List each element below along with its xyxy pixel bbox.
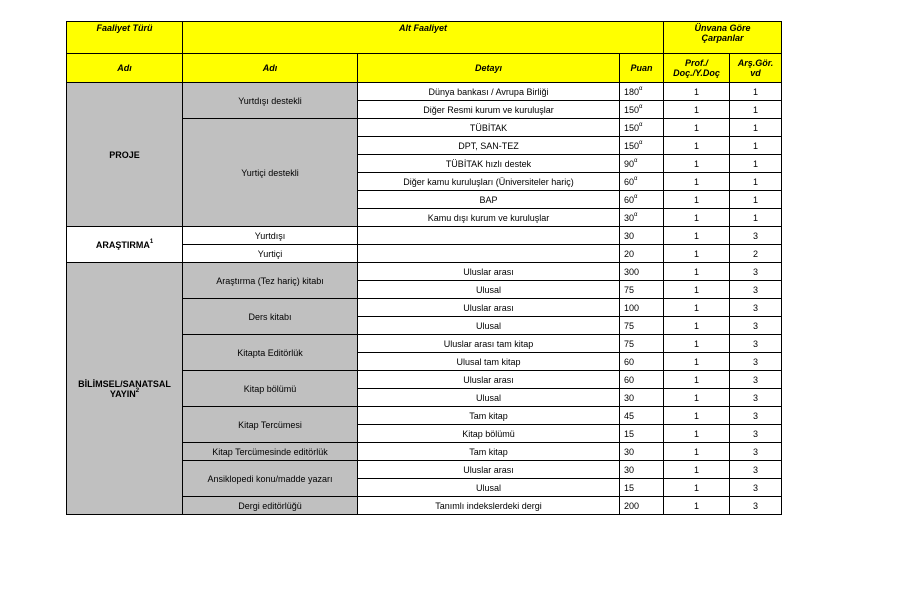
puan-value: 75 <box>624 320 635 331</box>
puan-value: 150 <box>624 140 640 151</box>
ars-multiplier-cell: 3 <box>730 407 782 425</box>
ars-multiplier-cell: 1 <box>730 191 782 209</box>
prof-multiplier-cell: 1 <box>664 245 730 263</box>
puan-value: 100 <box>624 302 640 313</box>
puan-cell <box>620 317 664 335</box>
ars-multiplier-cell: 1 <box>730 173 782 191</box>
alt-adi-cell: Yurtiçi <box>183 245 358 263</box>
puan-cell <box>620 299 664 317</box>
ars-multiplier-cell: 3 <box>730 281 782 299</box>
header-row-2 <box>67 54 782 83</box>
alpha-mark: α <box>639 121 643 128</box>
header-row-1 <box>67 22 782 54</box>
alt-adi-cell: Yurtdışı <box>183 227 358 245</box>
ars-multiplier-cell: 3 <box>730 371 782 389</box>
yayin-row <box>67 263 782 281</box>
puan-value: 150 <box>624 122 640 133</box>
prof-multiplier-cell: 1 <box>664 299 730 317</box>
puan-value: 75 <box>624 284 635 295</box>
header-unvan-carpan <box>664 22 782 54</box>
prof-multiplier-cell: 1 <box>664 119 730 137</box>
puan-value: 15 <box>624 482 635 493</box>
header-ars-line2: vd <box>750 68 761 78</box>
alpha-mark: α <box>634 193 638 200</box>
detay-cell <box>358 245 620 263</box>
detay-cell: Ulusal tam kitap <box>358 353 620 371</box>
puan-value: 75 <box>624 338 635 349</box>
prof-multiplier-cell: 1 <box>664 461 730 479</box>
puan-cell <box>620 173 664 191</box>
detay-cell: Dünya bankası / Avrupa Birliği <box>358 83 620 101</box>
ars-multiplier-cell: 3 <box>730 461 782 479</box>
header-unvan-line1: Ünvana Göre <box>694 23 751 33</box>
alpha-mark: α <box>634 175 638 182</box>
detay-cell: Tanımlı indekslerdeki dergi <box>358 497 620 515</box>
puan-value: 90 <box>624 158 635 169</box>
header-ars <box>730 54 782 83</box>
prof-multiplier-cell: 1 <box>664 335 730 353</box>
detay-cell: TÜBİTAK hızlı destek <box>358 155 620 173</box>
prof-multiplier-cell: 1 <box>664 443 730 461</box>
detay-cell: Diğer Resmi kurum ve kuruluşlar <box>358 101 620 119</box>
category-yayin-line1: BİLİMSEL/SANATSAL <box>78 378 171 389</box>
puan-cell <box>620 281 664 299</box>
detay-cell: Ulusal <box>358 479 620 497</box>
prof-multiplier-cell: 1 <box>664 497 730 515</box>
puan-cell <box>620 155 664 173</box>
puan-cell <box>620 227 664 245</box>
header-prof <box>664 54 730 83</box>
puan-value: 15 <box>624 428 635 439</box>
prof-multiplier-cell: 1 <box>664 425 730 443</box>
puan-cell <box>620 263 664 281</box>
puan-value: 30 <box>624 230 635 241</box>
puan-cell <box>620 425 664 443</box>
header-alt-faaliyet: Alt Faaliyet <box>183 22 664 54</box>
puan-cell <box>620 191 664 209</box>
ars-multiplier-cell: 3 <box>730 299 782 317</box>
prof-multiplier-cell: 1 <box>664 317 730 335</box>
puan-value: 30 <box>624 212 635 223</box>
puan-cell <box>620 353 664 371</box>
detay-cell: Uluslar arası <box>358 371 620 389</box>
prof-multiplier-cell: 1 <box>664 389 730 407</box>
ars-multiplier-cell: 1 <box>730 155 782 173</box>
subcategory-cell: Ansiklopedi konu/madde yazarı <box>183 461 358 497</box>
detay-cell: Uluslar arası <box>358 299 620 317</box>
ars-multiplier-cell: 3 <box>730 227 782 245</box>
ars-multiplier-cell: 1 <box>730 137 782 155</box>
detay-cell: TÜBİTAK <box>358 119 620 137</box>
prof-multiplier-cell: 1 <box>664 479 730 497</box>
puan-value: 60 <box>624 176 635 187</box>
category-proje: PROJE <box>67 83 183 227</box>
puan-cell <box>620 137 664 155</box>
detay-cell: Tam kitap <box>358 407 620 425</box>
category-yayin-line2 <box>69 389 180 399</box>
detay-cell: Kamu dışı kurum ve kuruluşlar <box>358 209 620 227</box>
puan-value: 20 <box>624 248 635 259</box>
puan-value: 30 <box>624 464 635 475</box>
alpha-mark: α <box>634 157 638 164</box>
alpha-mark: α <box>639 103 643 110</box>
detay-cell: Diğer kamu kuruluşları (Üniversiteler hariç) <box>358 173 620 191</box>
prof-multiplier-cell: 1 <box>664 407 730 425</box>
detay-cell: Uluslar arası <box>358 263 620 281</box>
header-adi: Adı <box>67 54 183 83</box>
prof-multiplier-cell: 1 <box>664 101 730 119</box>
subcategory-cell: Kitap Tercümesi <box>183 407 358 443</box>
detay-cell: Ulusal <box>358 281 620 299</box>
footnote-marker: 1 <box>149 238 154 245</box>
ars-multiplier-cell: 1 <box>730 209 782 227</box>
subcategory-cell: Kitap bölümü <box>183 371 358 407</box>
ars-multiplier-cell: 3 <box>730 425 782 443</box>
prof-multiplier-cell: 1 <box>664 137 730 155</box>
footnote-marker: 2 <box>135 387 140 394</box>
puan-cell <box>620 443 664 461</box>
ars-multiplier-cell: 3 <box>730 353 782 371</box>
detay-cell: BAP <box>358 191 620 209</box>
prof-multiplier-cell: 1 <box>664 227 730 245</box>
category-arastirma <box>67 227 183 263</box>
puan-value: 60 <box>624 374 635 385</box>
ars-multiplier-cell: 2 <box>730 245 782 263</box>
header-unvan-line2: Çarpanlar <box>701 33 744 43</box>
header-prof-line2: Doç./Y.Doç <box>673 68 720 78</box>
puan-cell <box>620 389 664 407</box>
prof-multiplier-cell: 1 <box>664 371 730 389</box>
puan-value: 150 <box>624 104 640 115</box>
puan-cell <box>620 209 664 227</box>
puan-value: 200 <box>624 500 640 511</box>
detay-cell: DPT, SAN-TEZ <box>358 137 620 155</box>
header-puan: Puan <box>620 54 664 83</box>
header-detayi: Detayı <box>358 54 620 83</box>
puan-cell <box>620 371 664 389</box>
puan-cell <box>620 497 664 515</box>
ars-multiplier-cell: 3 <box>730 479 782 497</box>
puan-cell <box>620 407 664 425</box>
detay-cell <box>358 227 620 245</box>
ars-multiplier-cell: 3 <box>730 263 782 281</box>
category-yayin <box>67 263 183 515</box>
ars-multiplier-cell: 3 <box>730 317 782 335</box>
subcategory-yurtici-destekli: Yurtiçi destekli <box>183 119 358 227</box>
puan-value: 30 <box>624 446 635 457</box>
ars-multiplier-cell: 3 <box>730 497 782 515</box>
category-arastirma-label: ARAŞTIRMA <box>95 239 150 250</box>
prof-multiplier-cell: 1 <box>664 191 730 209</box>
subcategory-yurtdisi-destekli: Yurtdışı destekli <box>183 83 358 119</box>
puan-cell <box>620 83 664 101</box>
header-prof-line1: Prof./ <box>684 58 708 68</box>
prof-multiplier-cell: 1 <box>664 155 730 173</box>
prof-multiplier-cell: 1 <box>664 263 730 281</box>
alpha-mark: α <box>634 211 638 218</box>
detay-cell: Tam kitap <box>358 443 620 461</box>
category-yayin-label: YAYIN <box>109 388 136 399</box>
puan-cell <box>620 119 664 137</box>
prof-multiplier-cell: 1 <box>664 209 730 227</box>
subcategory-cell: Dergi editörlüğü <box>183 497 358 515</box>
table-body <box>67 22 782 515</box>
puan-value: 60 <box>624 356 635 367</box>
prof-multiplier-cell: 1 <box>664 281 730 299</box>
alpha-mark: α <box>639 85 643 92</box>
arastirma-row <box>67 227 782 245</box>
prof-multiplier-cell: 1 <box>664 83 730 101</box>
ars-multiplier-cell: 3 <box>730 335 782 353</box>
ars-multiplier-cell: 1 <box>730 119 782 137</box>
puan-cell <box>620 479 664 497</box>
subcategory-cell: Kitapta Editörlük <box>183 335 358 371</box>
subcategory-cell: Ders kitabı <box>183 299 358 335</box>
ars-multiplier-cell: 1 <box>730 101 782 119</box>
header-ars-line1: Arş.Gör. <box>737 58 774 68</box>
detay-cell: Ulusal <box>358 389 620 407</box>
puan-value: 180 <box>624 86 640 97</box>
alpha-mark: α <box>639 139 643 146</box>
prof-multiplier-cell: 1 <box>664 353 730 371</box>
puan-value: 300 <box>624 266 640 277</box>
subcategory-cell: Araştırma (Tez hariç) kitabı <box>183 263 358 299</box>
puan-cell <box>620 461 664 479</box>
puan-cell <box>620 245 664 263</box>
puan-cell <box>620 101 664 119</box>
puan-value: 60 <box>624 194 635 205</box>
puan-cell <box>620 335 664 353</box>
ars-multiplier-cell: 3 <box>730 389 782 407</box>
detay-cell: Uluslar arası tam kitap <box>358 335 620 353</box>
scoring-table <box>66 21 782 515</box>
ars-multiplier-cell: 1 <box>730 83 782 101</box>
detay-cell: Kitap bölümü <box>358 425 620 443</box>
prof-multiplier-cell: 1 <box>664 173 730 191</box>
header-alt-adi: Adı <box>183 54 358 83</box>
ars-multiplier-cell: 3 <box>730 443 782 461</box>
subcategory-cell: Kitap Tercümesinde editörlük <box>183 443 358 461</box>
detay-cell: Ulusal <box>358 317 620 335</box>
puan-value: 45 <box>624 410 635 421</box>
header-faaliyet-turu: Faaliyet Türü <box>67 22 183 54</box>
proje-row <box>67 83 782 101</box>
puan-value: 30 <box>624 392 635 403</box>
detay-cell: Uluslar arası <box>358 461 620 479</box>
